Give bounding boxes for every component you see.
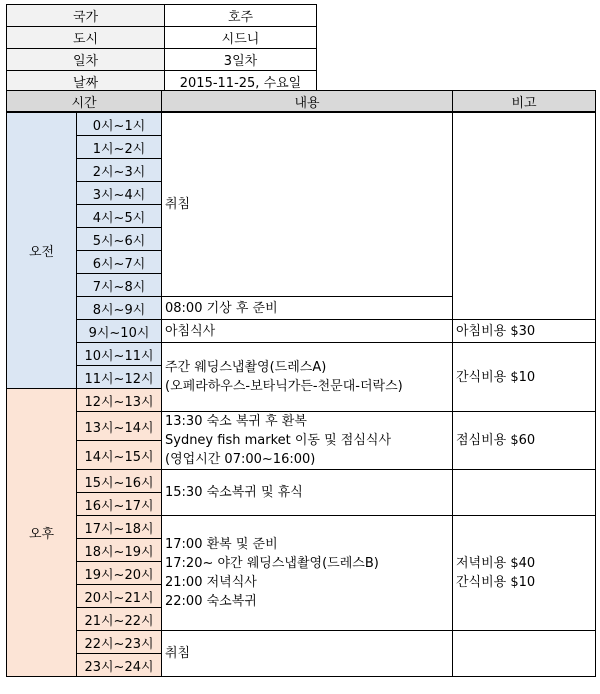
info-value: 2015-11-25, 수요일 [165,71,317,93]
content-line: 취침 [165,646,191,661]
time-slot: 15시~16시 [77,470,162,493]
time-slot: 1시~2시 [77,136,162,159]
time-slot: 8시~9시 [77,297,162,320]
note-cell [453,112,596,320]
info-row-city [7,27,317,49]
time-slot: 0시~1시 [77,112,162,136]
content-cell [162,297,453,320]
note-line: 아침비용 $30 [456,323,536,339]
time-slot: 7시~8시 [77,274,162,297]
time-slot: 13시~14시 [77,412,162,441]
time-slot: 9시~10시 [77,320,162,343]
content-line: 13:30 숙소 복귀 후 환복 [165,414,307,429]
content-line: 17:20~ 야간 웨딩스냅촬영(드레스B) [165,556,379,571]
content-line: 08:00 기상 후 준비 [165,300,278,316]
time-slot: 18시~19시 [77,539,162,562]
content-cell [162,470,453,516]
info-label: 도시 [7,27,165,49]
info-label: 국가 [7,5,165,27]
time-slot: 17시~18시 [77,516,162,539]
content-line: (오페라하우스-보타닉가든-천문대-더락스) [165,379,403,394]
content-cell [162,343,453,412]
time-slot: 21시~22시 [77,608,162,631]
table-row [7,516,596,539]
info-row-day [7,49,317,71]
time-slot: 3시~4시 [77,182,162,205]
note-cell [453,343,596,412]
period-pm: 오후 [7,389,77,677]
note-cell [453,412,596,470]
time-slot: 10시~11시 [77,343,162,366]
note-line: 간식비용 $10 [456,369,536,385]
time-slot: 20시~21시 [77,585,162,608]
note-line: 점심비용 $60 [456,433,536,448]
note-cell [453,516,596,631]
table-row [7,343,596,366]
content-line: 21:00 저녁식사 [165,575,257,590]
note-line: 저녁비용 $40 [456,556,536,571]
time-slot: 14시~15시 [77,441,162,470]
table-row [7,412,596,441]
time-slot: 16시~17시 [77,493,162,516]
period-am: 오전 [7,112,77,389]
note-cell [453,470,596,516]
header-note: 비고 [453,91,596,113]
note-cell [453,320,596,343]
content-cell [162,516,453,631]
time-slot: 6시~7시 [77,251,162,274]
time-slot: 19시~20시 [77,562,162,585]
table-row [7,112,596,136]
content-line: 아침식사 [165,323,216,339]
header-time: 시간 [7,91,162,113]
info-value: 시드니 [165,27,317,49]
content-line: 주간 웨딩스냅촬영(드레스A) [165,360,327,375]
time-slot: 12시~13시 [77,389,162,412]
content-line: Sydney fish market 이동 및 점심식사 [165,433,392,448]
schedule-table [6,90,596,677]
info-value: 호주 [165,5,317,27]
time-slot: 23시~24시 [77,654,162,677]
trip-info-table [6,4,317,93]
info-label: 날짜 [7,71,165,93]
content-cell [162,631,453,677]
time-slot: 5시~6시 [77,228,162,251]
table-row [7,320,596,343]
table-row [7,470,596,493]
info-row-country [7,5,317,27]
time-slot: 4시~5시 [77,205,162,228]
content-line: 22:00 숙소복귀 [165,594,257,609]
content-line: 17:00 환복 및 준비 [165,537,278,552]
table-row [7,631,596,654]
content-cell [162,112,453,297]
note-cell [453,631,596,677]
note-line: 간식비용 $10 [456,575,536,590]
content-line: 취침 [165,197,191,212]
header-content: 내용 [162,91,453,113]
content-cell [162,412,453,470]
info-label: 일차 [7,49,165,71]
schedule-header-row [7,91,596,113]
time-slot: 2시~3시 [77,159,162,182]
content-cell [162,320,453,343]
info-value: 3일차 [165,49,317,71]
content-line: 15:30 숙소복귀 및 휴식 [165,485,303,500]
content-line: (영업시간 07:00~16:00) [165,452,316,467]
time-slot: 22시~23시 [77,631,162,654]
time-slot: 11시~12시 [77,366,162,389]
